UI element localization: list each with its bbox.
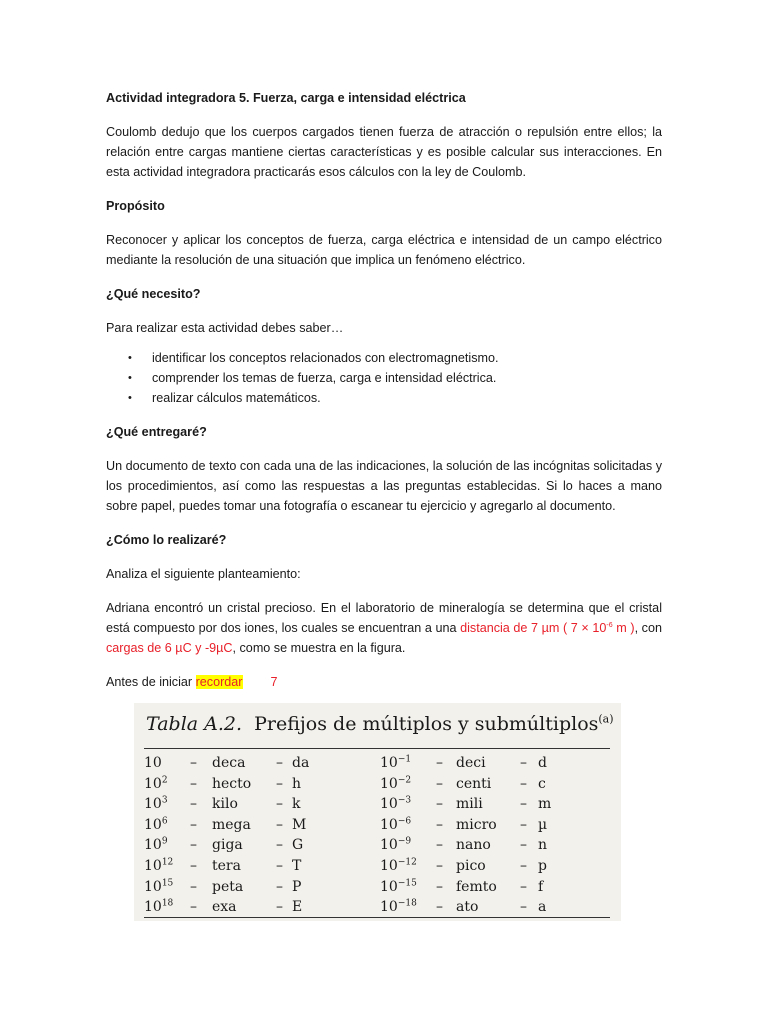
analiza-text: Analiza el siguiente planteamiento: — [106, 567, 301, 581]
dash: – — [190, 837, 197, 854]
dash: – — [520, 899, 527, 916]
prefix-name-cell: tera — [212, 857, 241, 874]
document-title: Actividad integradora 5. Fuerza, carga e intensidad eléctrica — [106, 91, 466, 105]
power-cell: $10^9$ — [144, 836, 168, 854]
prefix-symbol-cell: h — [292, 775, 302, 792]
dash: – — [190, 755, 197, 771]
table-row — [380, 897, 610, 918]
prefix-symbol-cell: k — [292, 796, 301, 813]
table-row — [144, 835, 364, 856]
table-row — [380, 753, 610, 774]
prefix-symbol-cell: a — [538, 899, 547, 916]
necesito-lead: Para realizar esta actividad debes saber… — [106, 321, 344, 335]
table-row — [144, 815, 364, 836]
table-row — [380, 774, 610, 795]
prefixes-table-figure — [134, 703, 621, 921]
prefix-name-cell: mili — [456, 796, 483, 813]
prefix-name-cell: deci — [456, 755, 486, 771]
power-cell: $10^2$ — [144, 774, 168, 792]
submultiples-column — [380, 753, 610, 918]
dash: – — [190, 857, 197, 874]
prefix-name-cell: nano — [456, 837, 491, 854]
recordar-line: Antes de iniciar recordar 7 — [106, 675, 278, 689]
table-row — [144, 774, 364, 795]
dash: – — [436, 878, 443, 895]
bullet-icon: • — [128, 392, 132, 404]
charges-value: cargas de 6 µC y -9µC — [106, 641, 233, 655]
table-row — [380, 815, 610, 836]
power-cell: 10 — [144, 755, 162, 771]
power-cell: $10^{-12}$ — [380, 857, 417, 874]
dash: – — [276, 857, 283, 874]
prefix-symbol-cell: da — [292, 755, 310, 771]
dash: – — [276, 837, 283, 854]
list-item: • realizar cálculos matemáticos. — [106, 388, 662, 408]
prefix-symbol-cell: E — [292, 899, 303, 916]
prefix-symbol-cell: f — [538, 878, 544, 895]
recordar-highlight: recordar — [195, 675, 243, 689]
problem-paragraph: Adriana encontró un cristal precioso. En el laboratorio de mineralogía se determina que el cristal está compuesto por dos iones, los cuales se encuentran a una distancia de 7 µm ( $7 \times 10^{-6}$ m ), con cargas de 6 µC y -9µC, como se muestra en la figura. — [106, 601, 662, 655]
prefix-name-cell: kilo — [212, 796, 238, 813]
list-item: • identificar los conceptos relacionados con electromagnetismo. — [106, 348, 662, 368]
dash: – — [520, 755, 527, 771]
bullet-icon: • — [128, 352, 132, 364]
dash: – — [520, 775, 527, 792]
power-cell: $10^{-2}$ — [380, 774, 412, 792]
table-row — [144, 856, 364, 877]
proposito-text: Reconocer y aplicar los conceptos de fuerza, carga eléctrica e intensidad de un campo eléctrico mediante la resolución de una situación que implica un fenómeno eléctrico. — [106, 233, 662, 267]
dash: – — [520, 878, 527, 895]
power-cell: $10^{-6}$ — [380, 816, 412, 833]
prefix-name-cell: pico — [456, 857, 486, 874]
dash: – — [436, 796, 443, 813]
table-row — [144, 753, 364, 774]
prefix-name-cell: exa — [212, 899, 237, 916]
prefix-symbol-cell: n — [538, 837, 548, 854]
dash: – — [276, 816, 283, 833]
realizare-heading: ¿Cómo lo realizaré? — [106, 533, 227, 547]
table-row — [144, 897, 364, 918]
prefix-name-cell: peta — [212, 878, 244, 895]
dash: – — [436, 899, 443, 916]
dash: – — [436, 775, 443, 792]
dash: – — [190, 796, 197, 813]
dash: – — [520, 857, 527, 874]
dash: – — [436, 837, 443, 854]
table-row — [380, 877, 610, 898]
bullet-icon: • — [128, 372, 132, 384]
entregare-text: Un documento de texto con cada una de las indicaciones, la solución de las incógnitas solicitadas y los procedimientos, así como las respuestas a las preguntas establecidas. Si lo haces a mano sobre papel, puedes tomar una fotografía o escanear tu ejercicio y agregarlo al documento. — [106, 459, 662, 513]
document-body — [106, 88, 662, 692]
power-cell: $10^{-1}$ — [380, 754, 412, 771]
dash: – — [436, 816, 443, 833]
recordar-number: 7 — [270, 675, 278, 689]
necesito-heading: ¿Qué necesito? — [106, 287, 201, 301]
table-title: Tabla A.2. Prefijos de múltiplos y submúltiplos$^{(a)}$ — [146, 712, 614, 735]
power-cell: $10^{-9}$ — [380, 836, 412, 854]
dash: – — [190, 878, 197, 895]
prefix-name-cell: centi — [456, 775, 492, 792]
dash: – — [190, 816, 197, 833]
dash: – — [276, 899, 283, 916]
prefix-name-cell: hecto — [212, 775, 252, 792]
table-row — [144, 794, 364, 815]
prefix-symbol-cell: M — [292, 816, 307, 833]
intro-paragraph: Coulomb dedujo que los cuerpos cargados tienen fuerza de atracción o repulsión entre ellos; la relación entre cargas mantiene ciertas características y es posible calcular sus interacciones. En esta actividad integradora practicarás esos cálculos con la ley de Coulomb. — [106, 125, 662, 179]
power-cell: $10^{18}$ — [144, 898, 174, 916]
dash: – — [436, 755, 443, 771]
multiples-column — [144, 753, 364, 918]
requirements-list — [106, 348, 662, 408]
dash: – — [190, 775, 197, 792]
table-row — [380, 835, 610, 856]
entregare-heading: ¿Qué entregaré? — [106, 425, 207, 439]
power-cell: $10^{15}$ — [144, 877, 174, 895]
dash: – — [276, 755, 283, 771]
table-row — [144, 877, 364, 898]
prefix-name-cell: mega — [212, 816, 251, 833]
dash: – — [276, 775, 283, 792]
dash: – — [520, 816, 527, 833]
prefix-name-cell: deca — [212, 755, 246, 771]
power-cell: $10^{-18}$ — [380, 898, 417, 916]
prefix-symbol-cell: G — [292, 837, 304, 854]
prefix-name-cell: femto — [456, 878, 497, 895]
power-cell: $10^{12}$ — [144, 857, 174, 874]
dash: – — [520, 837, 527, 854]
prefix-symbol-cell: µ — [538, 816, 548, 833]
table-top-rule — [144, 748, 610, 749]
prefix-symbol-cell: m — [538, 796, 552, 813]
prefix-symbol-cell: P — [292, 878, 302, 895]
power-cell: $10^3$ — [144, 795, 168, 813]
prefix-name-cell: ato — [456, 899, 479, 916]
dash: – — [436, 857, 443, 874]
table-row — [380, 794, 610, 815]
prefix-name-cell: micro — [456, 816, 497, 833]
distance-value: distancia de 7 µm ( $7 \times 10^{-6}$ m ) — [460, 621, 635, 635]
dash: – — [190, 899, 197, 916]
prefix-symbol-cell: p — [538, 857, 547, 874]
prefix-symbol-cell: d — [538, 755, 547, 771]
table-row — [380, 856, 610, 877]
prefix-name-cell: giga — [212, 837, 243, 854]
power-cell: $10^{-3}$ — [380, 795, 412, 813]
prefix-symbol-cell: T — [292, 857, 302, 874]
dash: – — [520, 796, 527, 813]
power-cell: $10^{-15}$ — [380, 877, 417, 895]
power-cell: $10^6$ — [144, 816, 168, 833]
dash: – — [276, 878, 283, 895]
proposito-heading: Propósito — [106, 199, 165, 213]
dash: – — [276, 796, 283, 813]
list-item: • comprender los temas de fuerza, carga e intensidad eléctrica. — [106, 368, 662, 388]
prefix-symbol-cell: c — [538, 775, 546, 792]
